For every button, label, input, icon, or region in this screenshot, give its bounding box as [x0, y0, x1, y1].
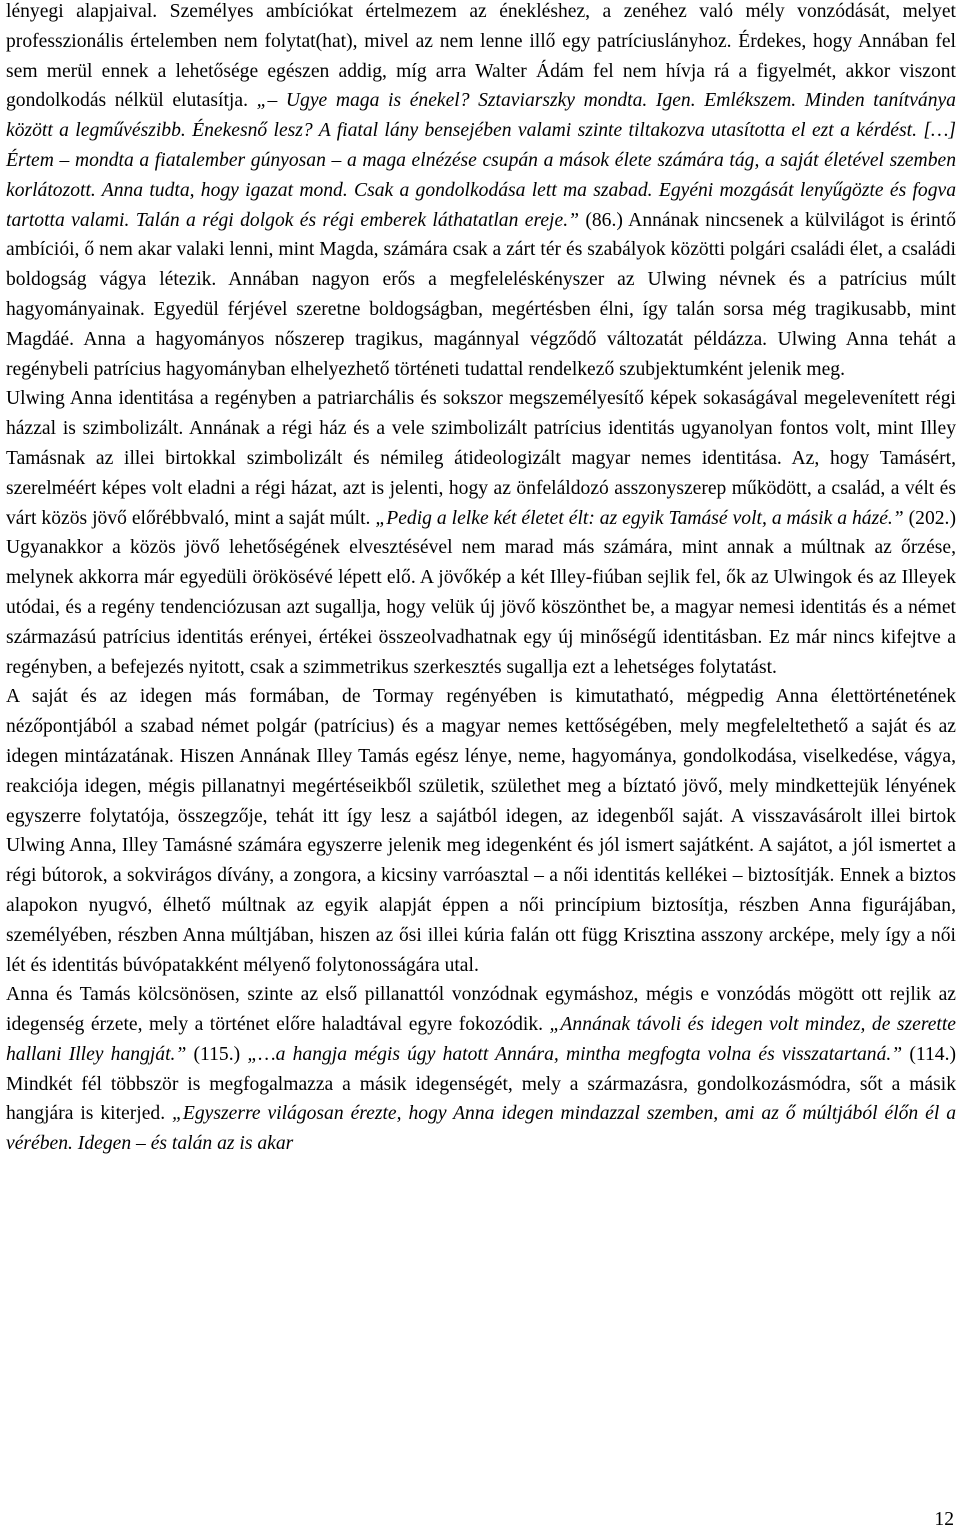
paragraph-4 — [6, 980, 956, 1159]
text-run: lényegi alapjaival. Személyes ambíciókat értelmezem az énekléshez, a zenéhez való mély vonzódását, melyet professzionális értelemben nem folytat(hat), mivel az nem lenne illő egy patríciuslányhoz. Érdekes, hogy Annában fel sem merül ennek a lehetősége egészen addig, míg arra Walter Ádám fel nem hívja rá a figyelmét, akkor viszont gondolkodás nélkül elutasítja. — [6, 1, 956, 112]
paragraph-3 — [6, 682, 956, 980]
text-run: (114.) Mindkét fél többször is megfogalmazza a másik idegenségét, mely a származásra, gondolkozásmódra, sőt a másik hangjára is kiterjed. — [6, 1043, 956, 1125]
text-run: A saját és az idegen más formában, de Tormay regényében is kimutatható, mégpedig Anna élettörténetének nézőpontjából a szabad német polgár (patrícius) és a magyar nemes kettőségében, mely megfeleltethető a saját és az idegen mintázatának. Hiszen Annának Illey Tamás egész lénye, neme, hagyománya, gondolkodása, viselkedése, vágya, reakciója idegen, mégis pillanatnyi megértéseikből születik, születhet meg a bíztató jövő, mely mindkettejük lényének egyszerre folytatója, összegzője, tehát itt így lesz a sajátból idegen, az idegenből saját. A visszavásárolt illei birtok Ulwing Anna, Illey Tamásné számára egyszerre jelenik meg idegenként és jól ismert sajátként. A sajátot, a jól ismertet a régi bútorok, a sokvirágos dívány, a zongora, a kicsiny varróasztal – a női identitás kellékei – biztosítják. Ennek a biztos alapokon nyugvó, élhető múltnak az egyik alapját éppen a női princípium biztosítja, részben Anna figurájában, személyében, részben Anna múltjában, hiszen az ősi illei kúria falán ott függ Krisztina asszony arcképe, mely így a női lét és identitás búvópatakként mélyenő folytonosságára utal. — [6, 686, 956, 976]
text-run: (202.) Ugyanakkor a közös jövő lehetőségének elvesztésével nem marad más számára, mint annak a múltnak az őrzése, melynek akkorra már egyedüli örökösévé lépett elő. A jövőkép a két Illey-fiúban sejlik fel, ők az Ulwingok és az Illeyek utódai, és a regény tendenciózusan azt sugallja, hogy velük új jövő köszönthet be, a magyar nemesi identitás és a német származású patrícius identitás erényei, értékei összeolvadhatnak egy új minőségű identitásban. Ez már nincs kifejtve a regényben, a befejezés nyitott, csak a szimmetrikus szerkesztés sugallja ezt a lehetséges folytatást. — [6, 507, 956, 678]
quote-run: „Pedig a lelke két életet élt: az egyik Tamásé volt, a másik a házé.” — [375, 507, 904, 529]
text-run: (86.) Annának nincsenek a külvilágot is érintő ambíciói, ő nem akar valaki lenni, mint Magda, számára csak a zárt tér és szabályok közötti polgári családi élet, a családi boldogság vágya létezik. Annában nagyon erős a megfeleléskényszer az Ulwing névnek és a patrícius múlt hagyományainak. Egyedül férjével szeretne boldogságban, megértésben élni, így talán sorsa még tragikusabb, mint Magdáé. Anna a hagyományos nőszerep tragikus, magánnyal végződő változatát példázza. Ulwing Anna tehát a regénybeli patrícius hagyományban elhelyezhető történeti tudattal rendelkező szubjektumként jelenik meg. — [6, 209, 956, 380]
quote-run: „…a hangja mégis úgy hatott Annára, mintha megfogta volna és visszatartaná.” — [247, 1043, 903, 1065]
quote-run: „Annának távoli és idegen volt mindez, de szerette hallani Illey hangját.” — [6, 1014, 956, 1065]
quote-run: „Egyszerre világosan érezte, hogy Anna idegen mindazzal szemben, ami az ő múltjából élőn él a vérében. Idegen – és talán az is akar — [6, 1103, 956, 1155]
paragraph-1 — [6, 0, 956, 384]
page-number: 12 — [934, 1509, 954, 1530]
text-run: Anna és Tamás kölcsönösen, szinte az első pillanattól vonzódnak egymáshoz, mégis e vonzódás mögött ott rejlik az idegenség érzete, mely a történet előre haladtával egyre fokozódik. — [6, 984, 956, 1036]
text-run: (115.) — [186, 1043, 248, 1065]
text-run: Ulwing Anna identitása a regényben a patriarchális és sokszor megszemélyesítő képek sokaságával megelevenített régi házzal is szimbolizált. Annának a régi ház és a vele szimbolizált patrícius identitás ugyanolyan fontos volt, mint Illey Tamásnak az illei birtokkal szimbolizált és némileg átideologizált magyar nemes identitása. Az, hogy Tamásért, szerelméért képes volt eladni a régi házat, azt is jelenti, hogy az önfeláldozó asszonyszerep működött, a család, a vélt és várt közös jövő előrébbvaló, mint a saját múlt. — [6, 388, 956, 529]
paragraph-2 — [6, 384, 956, 682]
quote-run: „– Ugye maga is énekel? Sztaviarszky mondta. Igen. Emlékszem. Minden tanítványa között a legművészibb. Énekesnő lesz? A fiatal lány bensejében valami szinte tiltakozva utasította el ezt a kérdést. […] Értem – mondta a fiatalember gúnyosan – a maga elnézése csupán a mások élete számára tág, a saját életével szemben korlátozott. Anna tudta, hogy igazat mond. Csak a gondolkodása lett ma szabad. Egyéni mozgását lenyűgözte és fogva tartotta valami. Talán a régi dolgok és régi emberek láthatatlan ereje.” — [6, 90, 956, 231]
body-text — [6, 0, 956, 1159]
